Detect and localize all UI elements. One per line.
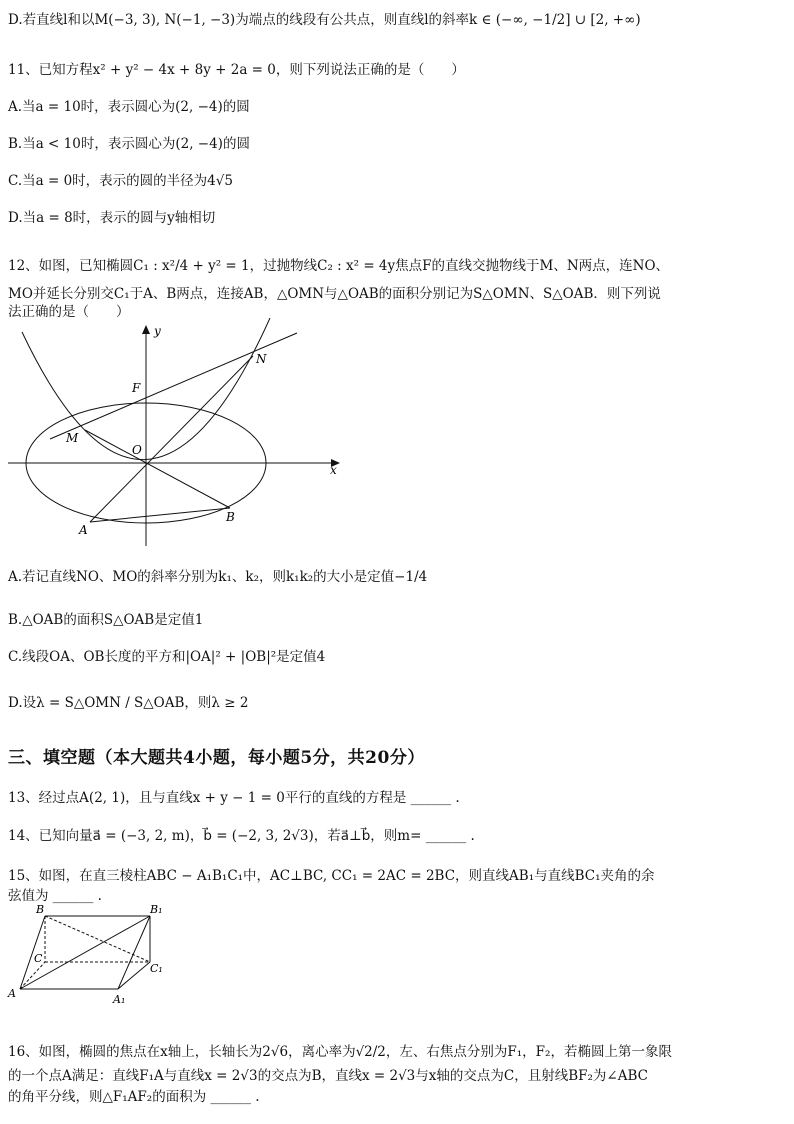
- q12-ellipse-parabola-figure: [0, 318, 350, 550]
- q16-line3: 的角平分线，则△F₁AF₂的面积为 ______ .: [8, 1089, 260, 1105]
- q12-label-o: O: [132, 443, 142, 457]
- q15-label-b: B: [36, 904, 45, 916]
- q15-label-a: A: [8, 987, 16, 1000]
- q11-option-b: B.当a < 10时，表示圆心为(2, −4)的圆: [8, 136, 250, 152]
- q15-label-a1: A₁: [113, 993, 126, 1006]
- q12-line-no: [90, 356, 253, 522]
- q12-line-ab: [90, 508, 230, 522]
- q15-edge-a1-c1: [118, 962, 150, 989]
- q12-y-axis-arrow: [142, 325, 150, 334]
- q16-line2: 的一个点A满足：直线F₁A与直线x = 2√3的交点为B，直线x = 2√3与x轴的交点为C，且射线BF₂为∠ABC: [8, 1068, 648, 1084]
- q15-edge-a-c: [20, 962, 45, 989]
- q12-line-mn: [50, 333, 297, 439]
- q11-option-a: A.当a = 10时，表示圆心为(2, −4)的圆: [8, 99, 250, 115]
- q13-text: 13、经过点A(2, 1)，且与直线x + y − 1 = 0平行的直线的方程是 ______ .: [8, 790, 460, 806]
- q11-stem: 11、已知方程x² + y² − 4x + 8y + 2a = 0，则下列说法正确的是（ ）: [8, 62, 465, 78]
- q12-label-b: B: [226, 510, 235, 524]
- q12-stem-line2: MO并延长分别交C₁于A、B两点，连接AB，△OMN与△OAB的面积分别记为S△OMN、S△OAB．则下列说: [8, 286, 661, 302]
- q16-line1: 16、如图，椭圆的焦点在x轴上，长轴长为2√6，离心率为√2/2，左、右焦点分别为F₁，F₂，若椭圆上第一象限: [8, 1044, 672, 1060]
- q14-text: 14、已知向量a⃗ = (−3, 2, m)，b⃗ = (−2, 3, 2√3)，若a⃗⊥b⃗，则m= ______ .: [8, 828, 475, 844]
- q15-edge-b1-a1: [118, 916, 150, 989]
- q12-stem-line1: 12、如图，已知椭圆C₁ : x²/4 + y² = 1，过抛物线C₂ : x² = 4y焦点F的直线交抛物线于M、N两点，连NO、: [8, 258, 670, 274]
- q11-option-d: D.当a = 8时，表示的圆与y轴相切: [8, 210, 216, 226]
- q12-label-n: N: [256, 352, 267, 366]
- q12-label-m: M: [66, 431, 79, 445]
- q15-label-b1: B₁: [150, 904, 163, 916]
- q12-line-mo: [85, 430, 230, 508]
- q10-option-d: D.若直线l和以M(−3, 3), N(−1, −3)为端点的线段有公共点，则直线l的斜率k ∈ (−∞, −1/2] ∪ [2, +∞): [8, 12, 641, 28]
- q11-option-c: C.当a = 0时，表示的圆的半径为4√5: [8, 173, 233, 189]
- q12-option-b: B.△OAB的面积S△OAB是定值1: [8, 612, 204, 628]
- q12-stem-line3: 法正确的是（ ）: [8, 304, 130, 320]
- q15-line2: 弦值为 ______ .: [8, 888, 102, 904]
- section3-heading: 三、填空题（本大题共4小题，每小题5分，共20分）: [8, 748, 425, 768]
- q12-label-y: y: [154, 324, 161, 338]
- q15-line1: 15、如图，在直三棱柱ABC − A₁B₁C₁中，AC⊥BC, CC₁ = 2AC = 2BC，则直线AB₁与直线BC₁夹角的余: [8, 868, 655, 884]
- q15-label-c: C: [34, 952, 43, 965]
- q15-prism-figure: [0, 904, 175, 1010]
- q12-label-x: x: [330, 463, 337, 477]
- q15-label-c1: C₁: [150, 962, 163, 975]
- q12-label-a: A: [79, 523, 88, 537]
- q15-line-bc1: [45, 916, 150, 962]
- q12-option-d: D.设λ = S△OMN / S△OAB，则λ ≥ 2: [8, 695, 249, 711]
- q12-option-a: A.若记直线NO、MO的斜率分别为k₁、k₂，则k₁k₂的大小是定值−1/4: [8, 569, 428, 585]
- q12-option-c: C.线段OA、OB长度的平方和|OA|² + |OB|²是定值4: [8, 649, 326, 665]
- q12-label-f: F: [132, 381, 141, 395]
